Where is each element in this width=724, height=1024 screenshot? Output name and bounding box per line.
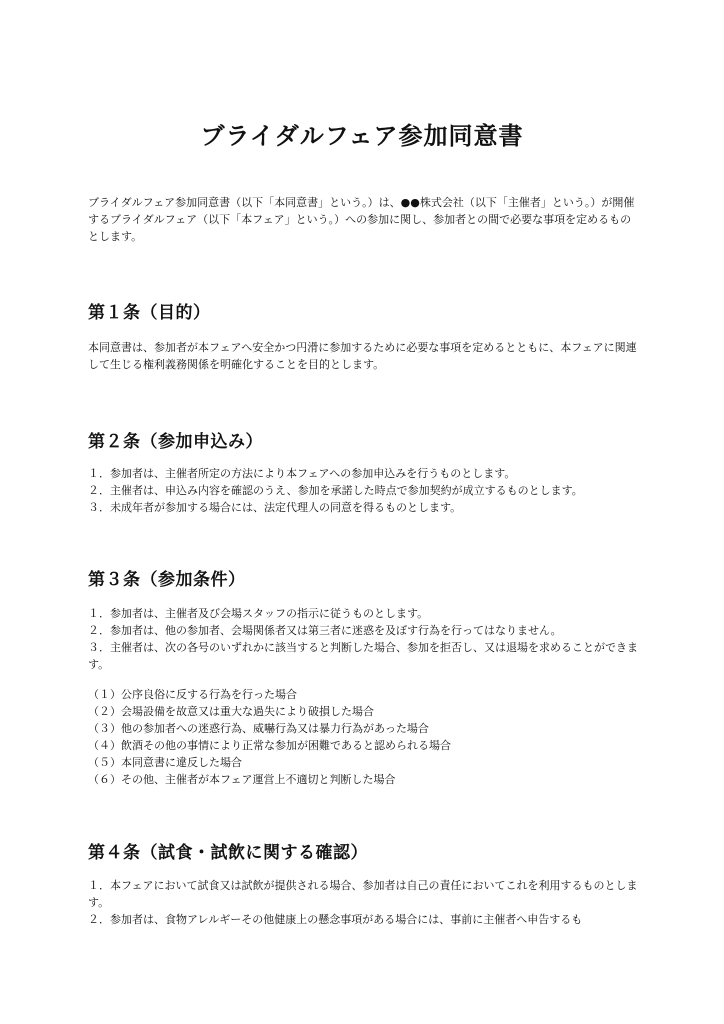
sub-list-item: （５）本同意書に違反した場合 [88,756,242,769]
article-3-sublist [88,686,638,788]
sub-list-item: （３）他の参加者への迷惑行為、威嚇行為又は暴力行為があった場合 [88,722,429,735]
article-2-list [88,465,638,516]
article-3-list [88,605,638,673]
sub-list-item: （６）その他、主催者が本フェア運営上不適切と判断した場合 [88,773,396,786]
list-item: １．参加者は、主催者所定の方法により本フェアへの参加申込みを行うものとします。 [88,467,516,480]
article-2-heading: 第２条（参加申込み） [88,432,263,452]
list-item: ２．参加者は、食物アレルギーその他健康上の懸念事項がある場合には、事前に主催者へ申告するも [88,913,583,926]
article-4-heading: 第４条（試食・試飲に関する確認） [88,843,368,863]
article-1-body: 本同意書は、参加者が本フェアへ安全かつ円滑に参加するために必要な事項を定めるとともに、本フェアに関連して生じる権利義務関係を明確化することを目的とします。 [88,341,637,371]
list-item: １．本フェアにおいて試食又は試飲が提供される場合、参加者は自己の責任においてこれを利用するものとします。 [88,879,638,909]
sub-list-item: （２）会場設備を故意又は重大な過失により破損した場合 [88,705,374,718]
list-item: ２．主催者は、申込み内容を確認のうえ、参加を承諾した時点で参加契約が成立するものとします。 [88,484,583,497]
article-3-heading: 第３条（参加条件） [88,570,246,590]
list-item: １．参加者は、主催者及び会場スタッフの指示に従うものとします。 [88,607,429,620]
sub-list-item: （４）飲酒その他の事情により正常な参加が困難であると認められる場合 [88,739,451,752]
list-item: ３．主催者は、次の各号のいずれかに該当すると判断した場合、参加を拒否し、又は退場を求めることができます。 [88,641,638,671]
document-title: ブライダルフェア参加同意書 [200,122,524,150]
intro-paragraph: ブライダルフェア参加同意書（以下「本同意書」という。）は、●●株式会社（以下「主催者」という。）が開催するブライダルフェア（以下「本フェア」という。）への参加に関し、参加者との間で必要な事項を定めるものとします。 [88,196,635,243]
list-item: ３．未成年者が参加する場合には、法定代理人の同意を得るものとします。 [88,501,462,514]
article-1-heading: 第１条（目的） [88,303,211,323]
sub-list-item: （１）公序良俗に反する行為を行った場合 [88,688,297,701]
list-item: ２．参加者は、他の参加者、会場関係者又は第三者に迷惑を及ぼす行為を行ってはなりません。 [88,624,562,637]
article-4-list [88,877,638,928]
